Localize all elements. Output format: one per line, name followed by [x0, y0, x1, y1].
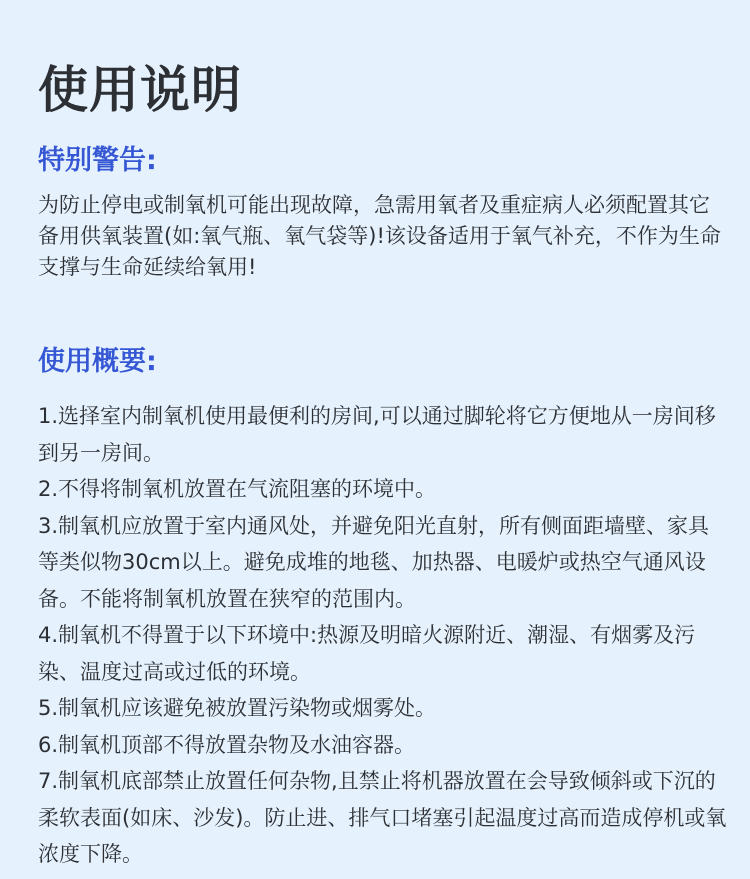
warning-text: 为防止停电或制氧机可能出现故障，急需用氧者及重症病人必须配置其它备用供氧装置(如:氧气瓶、氧气袋等)!该设备适用于氧气补充，不作为生命支撑与生命延续给氧用!	[38, 193, 721, 279]
usage-item-1: 1.选择室内制氧机使用最便利的房间,可以通过脚轮将它方便地从一房间移到另一房间。	[38, 404, 716, 465]
usage-item-2: 2.不得将制氧机放置在气流阻塞的环境中。	[38, 477, 437, 501]
usage-item-5: 5.制氧机应该避免被放置污染物或烟雾处。	[38, 696, 437, 720]
usage-item-3: 3.制氧机应放置于室内通风处，并避免阳光直射，所有侧面距墙壁、家具等类似物30cm以上。避免成堆的地毯、加热器、电暖炉或热空气通风设备。不能将制氧机放置在狭窄的范围内。	[38, 513, 710, 611]
usage-heading: 使用概要:	[38, 346, 157, 377]
usage-list	[38, 398, 728, 873]
usage-item-7: 7.制氧机底部禁止放置任何杂物,且禁止将机器放置在会导致倾斜或下沉的柔软表面(如床、沙发)。防止进、排气口堵塞引起温度过高而造成停机或氧浓度下降。	[38, 769, 727, 866]
page-title: 使用说明	[38, 61, 242, 119]
usage-item-6: 6.制氧机顶部不得放置杂物及水油容器。	[38, 732, 416, 757]
warning-heading: 特别警告:	[38, 145, 157, 176]
usage-item-4: 4.制氧机不得置于以下环境中:热源及明暗火源附近、潮湿、有烟雾及污染、温度过高或过低的环境。	[38, 623, 696, 684]
